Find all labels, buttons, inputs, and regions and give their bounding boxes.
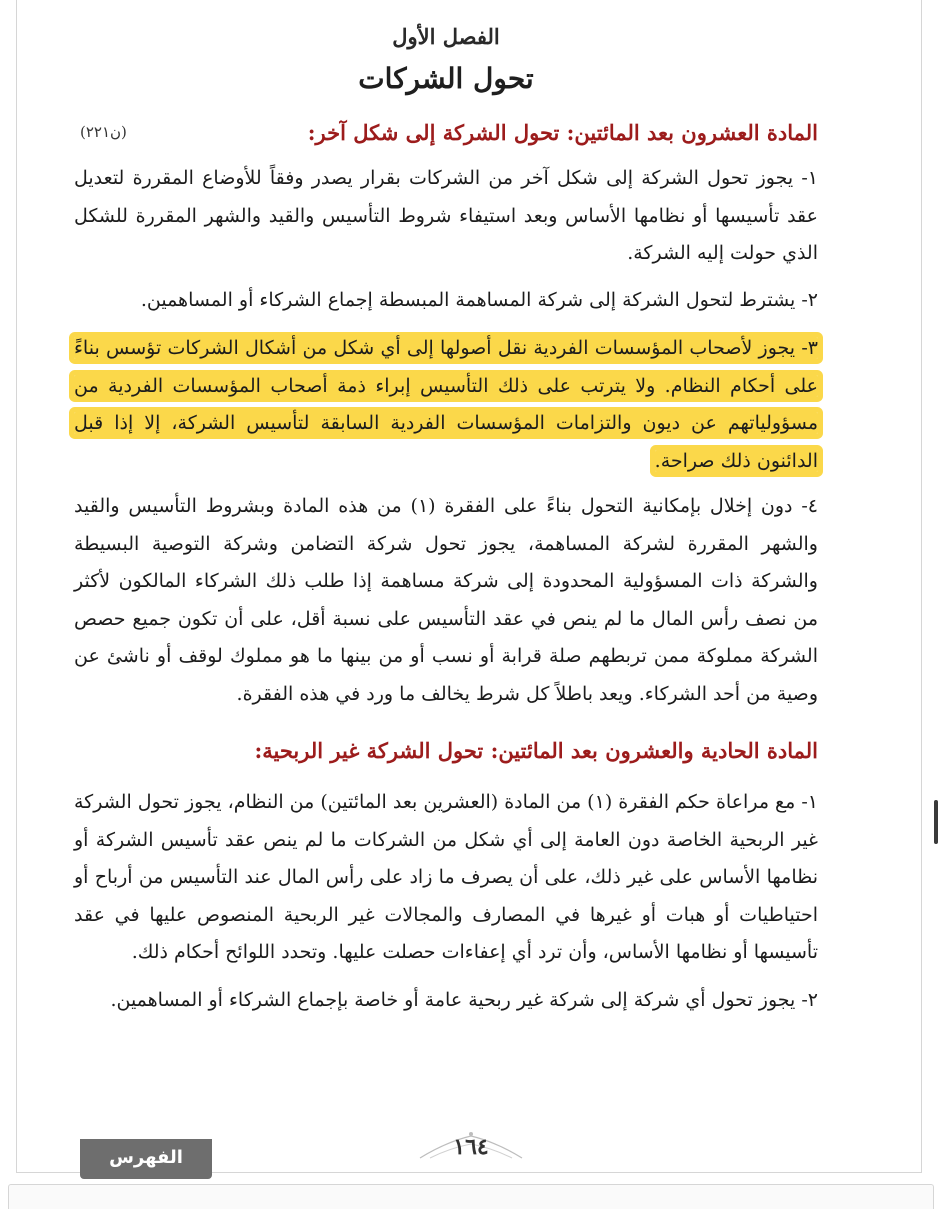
section-title: تحول الشركات — [358, 62, 534, 95]
highlighted-text: ٣- يجوز لأصحاب المؤسسات الفردية نقل أصولها إلى أي شكل من أشكال الشركات تؤسس بناءً على أحكام النظام. ولا يترتب على ذلك التأسيس إبراء ذمة أصحاب المؤسسات الفردية من مسؤولياتهم عن ديون والتزامات المؤسسات الفردية السابقة لتأسيس الشركة، إلا إذا قبل الدائنون ذلك صراحة. — [74, 337, 818, 472]
article-221-paragraph-2: ٢- يجوز تحول أي شركة إلى شركة غير ربحية عامة أو خاصة بإجماع الشركاء أو المساهمين. — [110, 989, 818, 1011]
next-page-edge — [8, 1184, 934, 1209]
page-number-ornament — [416, 1128, 526, 1172]
scrollbar-thumb[interactable] — [934, 800, 938, 844]
page-content — [74, 0, 818, 1172]
article-220-reference: (ن٢٢١) — [80, 123, 127, 141]
article-221-heading: المادة الحادية والعشرون بعد المائتين: تحول الشركة غير الربحية: — [254, 738, 818, 763]
article-221-paragraph-1: ١- مع مراعاة حكم الفقرة (١) من المادة (العشرين بعد المائتين) من النظام، يجوز تحول الشركة غير الربحية الخاصة دون العامة إلى أي شكل من الشركات ما لم ينص عقد تأسيس الشركة أو نظامها الأساس على غير ذلك، على أن يصرف ما زاد على رأس المال عند التأسيس من أرباح أو احتياطيات أو هبات أو غيرها في المصارف والمجالات غير الربحية المنصوص عليها في عقد تأسيسها أو نظامها الأساس، وأن ترد أي إعفاءات حصلت عليها. وتحدد اللوائح أحكام ذلك. — [74, 791, 818, 963]
chapter-title: الفصل الأول — [392, 24, 500, 49]
article-220-heading: المادة العشرون بعد المائتين: تحول الشركة إلى شكل آخر: — [307, 120, 818, 145]
article-220-paragraph-3 — [74, 330, 818, 480]
page-number: ١٦٤ — [453, 1134, 489, 1160]
article-220-paragraph-2: ٢- يشترط لتحول الشركة إلى شركة المساهمة المبسطة إجماع الشركاء أو المساهمين. — [140, 289, 818, 311]
article-220-paragraph-4: ٤- دون إخلال بإمكانية التحول بناءً على الفقرة (١) من هذه المادة وبشروط التأسيس والقيد والشهر المقررة لشركة المساهمة، يجوز تحول شركة التضامن وشركة التوصية البسيطة والشركة ذات المسؤولية المحدودة إلى شركة مساهمة إذا طلب ذلك الشركاء المالكون لأكثر من نصف رأس المال ما لم ينص في عقد التأسيس على نسبة أقل، على أن تكون جميع حصص الشركة مملوكة ممن تربطهم صلة قرابة أو نسب أو من بينها ما هو مملوك لوقف أو ناشئ عن وصية من أحد الشركاء. ويعد باطلاً كل شرط يخالف ما ورد في هذه الفقرة. — [74, 495, 818, 705]
article-220-paragraph-1: ١- يجوز تحول الشركة إلى شكل آخر من الشركات بقرار يصدر وفقاً للأوضاع المقررة لتعديل عقد تأسيسها أو نظامها الأساس وبعد استيفاء شروط التأسيس والقيد والشهر المقررة للشكل الذي حولت إليه الشركة. — [74, 167, 818, 264]
index-button[interactable]: الفهرس — [80, 1139, 212, 1179]
